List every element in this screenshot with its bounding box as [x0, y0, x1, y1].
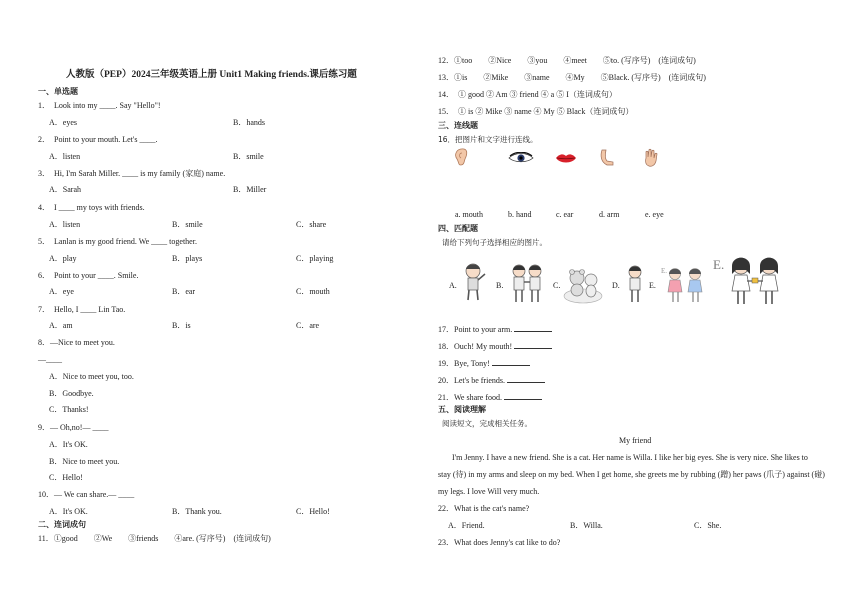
option-1a: A．eyes [49, 118, 77, 127]
question-9: 9．— Oh,no!— ____ [38, 423, 109, 432]
option-5a: A．play [49, 254, 77, 263]
answer-blank-18[interactable] [514, 341, 552, 349]
option-5c: C．playing [296, 254, 334, 263]
passage-heading: My friend [619, 436, 652, 445]
question-21 [438, 392, 542, 402]
big-e-letter: E. [713, 257, 725, 272]
option-9c: C．Hello! [49, 473, 83, 482]
option-5b: B．plays [172, 254, 203, 263]
picture-c-animals [563, 262, 603, 304]
question-10: 10．— We can share.— ____ [38, 490, 135, 499]
label-c-ear: c. ear [556, 210, 574, 219]
mouth-picture [555, 152, 577, 165]
option-7c: C．are [296, 321, 320, 330]
question-14: 14． ① good ② Am ③ friend ④ a ⑤ I（连词成句） [438, 90, 617, 99]
option-1b: B．hands [233, 118, 265, 127]
picture-label-e: E. [649, 281, 656, 290]
question-1: 1． Look into my ____. Say "Hello"! [38, 101, 161, 110]
picture-d-boy [624, 264, 646, 304]
question-17 [438, 324, 552, 334]
question-6: 6． Point to your ____. Smile. [38, 271, 139, 280]
option-8c: C．Thanks! [49, 405, 89, 414]
question-8-reply: —____ [38, 355, 62, 364]
answer-blank-19[interactable] [492, 358, 530, 366]
label-e-eye: e. eye [645, 210, 664, 219]
answer-blank-21[interactable] [504, 392, 542, 400]
section-sentence-order: 二、连词成句 [38, 520, 86, 529]
question-13: 13．①is ②Mike ③name ④My ⑤Black. (写序号) (连词成句) [438, 73, 706, 82]
answer-blank-20[interactable] [507, 375, 545, 383]
label-d-arm: d. arm [599, 210, 620, 219]
question-17-text: 17．Point to your arm. [438, 325, 513, 334]
option-10b: B．Thank you. [172, 507, 222, 516]
option-2b: B．smile [233, 152, 264, 161]
option-10a: A．It's OK. [49, 507, 88, 516]
option-6b: B．ear [172, 287, 196, 296]
option-22a: A．Friend. [448, 521, 485, 530]
section-reading: 五、阅读理解 [438, 405, 486, 414]
option-3a: A．Sarah [49, 185, 81, 194]
hand-picture [642, 148, 660, 168]
picture-label-d: D. [612, 281, 620, 290]
option-9b: B．Nice to meet you. [49, 457, 120, 466]
question-4: 4． I ____ my toys with friends. [38, 203, 145, 212]
option-7a: A．am [49, 321, 73, 330]
ear-picture [452, 147, 470, 167]
section-single-choice: 一、单选题 [38, 87, 78, 96]
option-7b: B．is [172, 321, 191, 330]
section-matching-lines: 三、连线题 [438, 121, 478, 130]
option-6a: A．eye [49, 287, 74, 296]
passage-line-3: my legs. I love Will very much. [438, 487, 540, 496]
question-5: 5． Lanlan is my good friend. We ____ together. [38, 237, 197, 246]
picture-e-label-small: E. [661, 267, 668, 275]
option-8b: B．Goodbye. [49, 389, 94, 398]
option-9a: A．It's OK. [49, 440, 88, 449]
answer-blank-17[interactable] [514, 324, 552, 332]
question-2: 2． Point to your mouth. Let's ____. [38, 135, 158, 144]
question-12: 12．①too ②Nice ③you ④meet ⑤to. (写序号) (连词成句) [438, 56, 696, 65]
question-18-text: 18．Ouch! My mouth! [438, 342, 513, 351]
picture-label-a: A. [449, 281, 457, 290]
question-16: 16．把图片和文字进行连线。 [438, 135, 538, 144]
question-11: 11．①good ②We ③friends ④are. (写序号) (连词成句) [38, 534, 271, 543]
question-22: 22．What is the cat's name? [438, 504, 530, 513]
question-15: 15． ① is ② Mike ③ name ④ My ⑤ Black（连词成句） [438, 107, 634, 116]
question-8: 8．—Nice to meet you. [38, 338, 115, 347]
passage-line-2: stay (待) in my arms and sleep on my bed. When I get home, she greets me by rubbing (蹭) her paws (爪子) against (碰) [438, 470, 825, 479]
picture-a-child-arm [459, 262, 487, 302]
question-3: 3． Hi, I'm Sarah Miller. ____ is my family (家庭) name. [38, 169, 226, 178]
picture-label-c: C. [553, 281, 561, 290]
option-4b: B．smile [172, 220, 203, 229]
picture-label-b: B. [496, 281, 504, 290]
option-2a: A．listen [49, 152, 81, 161]
option-10c: C．Hello! [296, 507, 330, 516]
label-a-mouth: a. mouth [455, 210, 483, 219]
question-19-text: 19．Bye, Tony! [438, 359, 490, 368]
option-22c: C．She. [694, 521, 722, 530]
eye-picture [508, 152, 534, 164]
question-20 [438, 375, 545, 385]
reading-intro: 阅读短文，完成相关任务。 [442, 419, 532, 428]
picture-b-two-kids [508, 262, 546, 304]
option-8a: A．Nice to meet you, too. [49, 372, 134, 381]
question-21-text: 21．We share food. [438, 393, 503, 402]
label-b-hand: b. hand [508, 210, 532, 219]
matching-intro: 请给下列句子选择相应的图片。 [442, 238, 547, 247]
question-7: 7． Hello, I ____ Lin Tao. [38, 305, 126, 314]
passage-line-1: I'm Jenny. I have a new friend. She is a cat. Her name is Willa. I like her big eyes. She is very nice. She likes to [452, 453, 808, 462]
option-4c: C．share [296, 220, 327, 229]
arm-picture [598, 148, 616, 168]
question-23: 23．What does Jenny's cat like to do? [438, 538, 561, 547]
option-6c: C．mouth [296, 287, 330, 296]
picture-e-kids-share [664, 266, 706, 304]
question-18 [438, 341, 552, 351]
option-3b: B．Miller [233, 185, 267, 194]
question-20-text: 20．Let's be friends. [438, 376, 505, 385]
option-22b: B．Willa. [570, 521, 603, 530]
option-4a: A．listen [49, 220, 81, 229]
section-matching: 四、匹配题 [438, 224, 478, 233]
page-title: 人教版（PEP）2024三年级英语上册 Unit1 Making friends.课后练习题 [66, 70, 357, 80]
picture-big-e-girls [726, 254, 784, 306]
question-19 [438, 358, 530, 368]
